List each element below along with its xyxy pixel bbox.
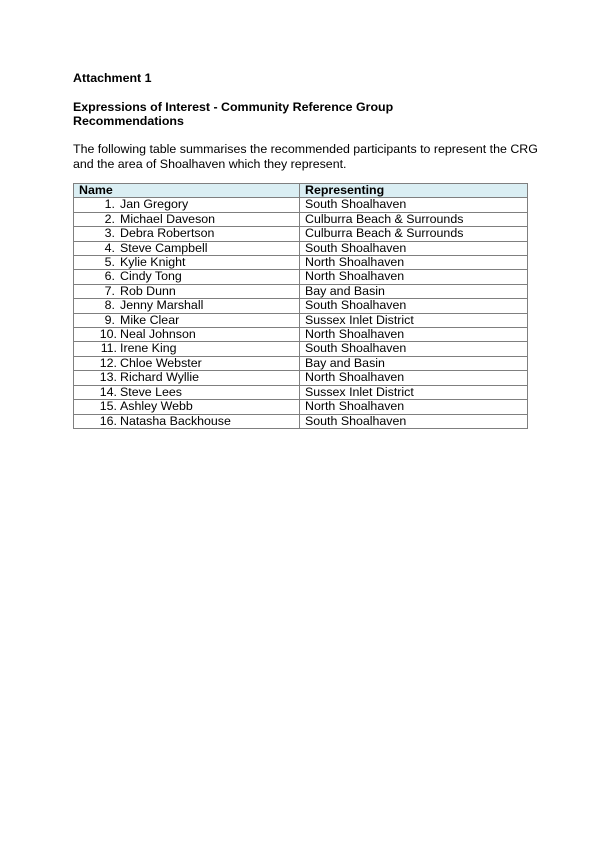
- participant-cell: [74, 227, 300, 241]
- representing-area: South Shoalhaven: [300, 198, 528, 212]
- row-number: 2.: [104, 212, 115, 226]
- participant-name: Richard Wyllie: [120, 370, 200, 385]
- row-number: 8.: [104, 298, 115, 313]
- row-number: 5.: [104, 255, 115, 270]
- row-number: 1.: [104, 197, 115, 212]
- row-number: 7.: [104, 284, 115, 298]
- row-number: 3.: [104, 226, 115, 241]
- table-row: [74, 328, 528, 342]
- participant-name: Jenny Marshall: [120, 298, 204, 313]
- representing-area: North Shoalhaven: [300, 400, 528, 414]
- intro-line-2: and the area of Shoalhaven which they represent.: [73, 157, 347, 171]
- participant-cell: [74, 241, 300, 255]
- representing-area: South Shoalhaven: [300, 299, 528, 313]
- participant-name: Cindy Tong: [120, 269, 182, 284]
- participant-name: Debra Robertson: [120, 226, 215, 241]
- participant-cell: [74, 313, 300, 327]
- participant-name: Steve Lees: [120, 385, 182, 399]
- participant-name: Kylie Knight: [120, 255, 186, 270]
- participant-cell: [74, 342, 300, 356]
- participant-cell: [74, 212, 300, 226]
- participant-cell: [74, 270, 300, 284]
- row-number: 4.: [104, 241, 115, 255]
- representing-area: North Shoalhaven: [300, 328, 528, 342]
- participant-cell: [74, 414, 300, 428]
- representing-area: North Shoalhaven: [300, 371, 528, 385]
- participant-cell: [74, 356, 300, 370]
- row-number: 13.: [99, 370, 117, 385]
- document-title-line-1: Expressions of Interest - Community Reference Group: [73, 100, 394, 114]
- participant-name: Chloe Webster: [120, 356, 202, 370]
- intro-line-1: The following table summarises the recommended participants to represent the CRG: [73, 142, 538, 156]
- table-row: [74, 212, 528, 226]
- table-row: [74, 227, 528, 241]
- row-number: 11.: [100, 341, 117, 356]
- representing-area: Culburra Beach & Surrounds: [300, 212, 528, 226]
- representing-area: South Shoalhaven: [300, 241, 528, 255]
- participant-cell: [74, 299, 300, 313]
- column-header-representing: Representing: [300, 184, 528, 198]
- row-number: 15.: [99, 399, 117, 414]
- row-number: 9.: [104, 313, 115, 327]
- table-row: [74, 313, 528, 327]
- participant-cell: [74, 385, 300, 399]
- participant-name: Ashley Webb: [120, 399, 193, 414]
- document-title-line-2: Recommendations: [73, 114, 184, 128]
- column-header-name: Name: [74, 184, 300, 198]
- participant-cell: [74, 328, 300, 342]
- representing-area: North Shoalhaven: [300, 270, 528, 284]
- representing-area: Bay and Basin: [300, 356, 528, 370]
- participant-cell: [74, 371, 300, 385]
- table-row: [74, 414, 528, 428]
- table-body: [74, 198, 528, 429]
- table-row: [74, 270, 528, 284]
- representing-area: Sussex Inlet District: [300, 385, 528, 399]
- row-number: 16.: [99, 414, 117, 428]
- table-row: [74, 371, 528, 385]
- attachment-label: Attachment 1: [73, 71, 152, 85]
- table-row: [74, 299, 528, 313]
- representing-area: South Shoalhaven: [300, 342, 528, 356]
- representing-area: Sussex Inlet District: [300, 313, 528, 327]
- table-row: [74, 400, 528, 414]
- table-row: [74, 356, 528, 370]
- row-number: 12.: [99, 356, 117, 370]
- representing-area: South Shoalhaven: [300, 414, 528, 428]
- table-row: [74, 385, 528, 399]
- participant-name: Natasha Backhouse: [120, 414, 231, 428]
- participant-name: Irene King: [120, 341, 177, 356]
- participant-name: Rob Dunn: [120, 284, 176, 298]
- representing-area: Bay and Basin: [300, 284, 528, 298]
- row-number: 6.: [104, 269, 115, 284]
- participant-name: Steve Campbell: [120, 241, 208, 255]
- table-row: [74, 241, 528, 255]
- table-header-row: [74, 184, 528, 198]
- representing-area: Culburra Beach & Surrounds: [300, 227, 528, 241]
- participant-name: Jan Gregory: [120, 197, 189, 212]
- row-number: 14.: [99, 385, 117, 399]
- participant-cell: [74, 400, 300, 414]
- participant-cell: [74, 256, 300, 270]
- table-row: [74, 198, 528, 212]
- participants-table: [73, 183, 528, 429]
- representing-area: North Shoalhaven: [300, 256, 528, 270]
- participant-name: Mike Clear: [120, 313, 180, 327]
- table-row: [74, 342, 528, 356]
- table-row: [74, 284, 528, 298]
- participant-name: Michael Daveson: [120, 212, 216, 226]
- participant-cell: [74, 198, 300, 212]
- participant-cell: [74, 284, 300, 298]
- intro-paragraph: [73, 142, 543, 172]
- row-number: 10.: [99, 327, 117, 342]
- participant-name: Neal Johnson: [120, 327, 196, 342]
- table-row: [74, 256, 528, 270]
